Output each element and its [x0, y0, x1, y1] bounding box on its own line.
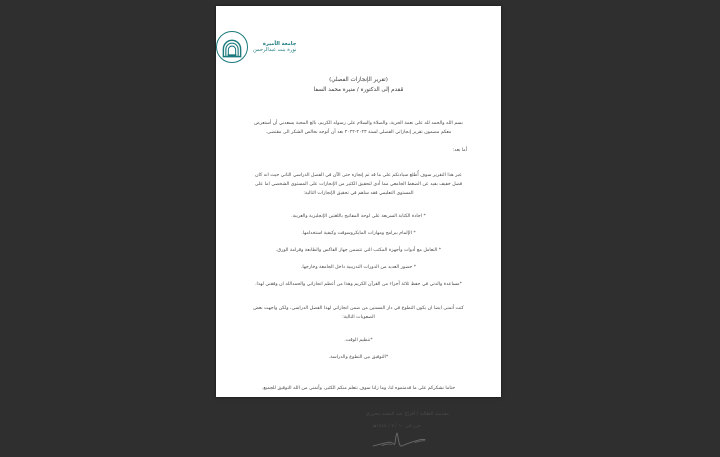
letterhead: [216, 6, 485, 63]
intro-paragraph: عبر هذا التقرير سوف أُطلع سيادتكم على ما قد تم إنجازه حتى الآن في الفصل الدراسي الثاني حيث انه كان فضل خفيف بفيد عن الضغط الجامعي مما أدى لتحقيق الكثير من الإنجازات على المستوى الشخصي اما على المستوى التعليمي فقد ساهم في تحقيق الإنجازات التالية:: [254, 172, 463, 197]
spacer: [250, 371, 467, 384]
opening-paragraph: بسم الله والحمد لله على نعمة الحرية، والصلاة والسلام على رسوله الكريم، بالغ المحبة يسعدني أن أستعرض معكم مضمون تقرير إنجازاتي الفصلي لسنة ٢٠٢٣-٢٠٢٢ بعد أن أتوجه بخالص الشكر الى مقتضى.: [254, 121, 463, 136]
handwritten-signature: [250, 431, 467, 457]
achievement-item: * اجادة الكتابة السريعة على لوحة المفاتيح باللغتين الإنجليزية والعربية.: [291, 214, 426, 220]
page-title: (تقرير الإنجازات الفصلي): [329, 77, 388, 83]
date-line: حرر في ١٠ / ٧ / ١٤٤٤هـ: [372, 423, 421, 429]
submitted-by-line: مقدمته الطالبة / أفراح عبد المجيد محزري: [365, 411, 449, 417]
university-name-line2: نورة بنت عبدالرحمن: [253, 47, 297, 53]
closing-paragraph: ختاما نشكركم على ما قدمتموه لنا، وما زلنا سوف نتعلم منكم الكثير، وأتمنى من الله التوفيق للجميع.: [261, 386, 456, 392]
signature-block: [216, 412, 501, 457]
achievement-item: * التعامل مع أدوات وأجهزة المكتب التي تتضمن جهاز الفاكس والطابعة وقرامة الورق.: [275, 248, 442, 254]
achievement-item: * حضور العديد من الدورات التدريبية داخل الجامعة وخارجها.: [300, 265, 417, 271]
difficulty-item: *تنظيم الوقت.: [344, 338, 373, 344]
volunteer-paragraph: كنت أتمنى ايضا ان يكون التطوع في دار المسنين من ضمن انجازاتي لهذا الفصل الدراسي، ولكن واجهت بعض الصعوبات التالية:: [253, 306, 464, 321]
document-page: [216, 6, 501, 429]
university-seal-icon: [216, 31, 248, 63]
university-wordmark: [253, 41, 296, 54]
achievement-item: *مساعدة والدتي في حفظ ثلاثة أجزاء من القرآن الكريم وهذا من أعظم انجازاتي والحمدالله ان وفقني لهذا.: [255, 282, 462, 288]
difficulty-item: *التوفيق بين التطوع والدراسة.: [328, 355, 389, 361]
document-body: [216, 119, 501, 394]
title-block: [216, 77, 501, 93]
university-name-line1: جامعة الأميرة: [262, 40, 297, 47]
achievement-item: * الإلمام ببرامج ومهارات المايكروسوفت وكيفية استخدامها.: [301, 231, 416, 237]
page-subtitle: مُقدم إلى الدكتورة / منيرة محمد السفا: [313, 87, 404, 93]
after-greeting: أما بعد:: [452, 148, 467, 154]
